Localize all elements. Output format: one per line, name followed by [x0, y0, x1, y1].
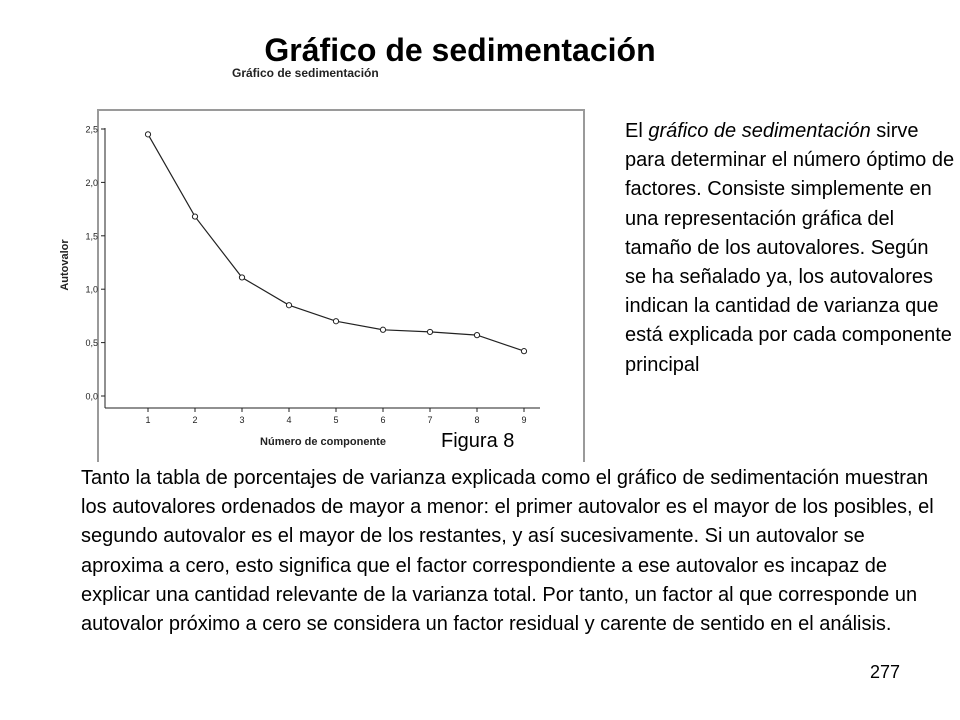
x-tick-label: 8 [474, 415, 480, 425]
x-tick-label: 5 [333, 415, 339, 425]
y-tick-label: 2,5 [85, 124, 98, 135]
figure-caption: Figura 8 [441, 430, 515, 452]
x-tick-label: 2 [192, 415, 198, 425]
data-point [239, 275, 244, 280]
y-tick-label: 1,5 [85, 231, 98, 242]
side-text-rest: sirve para determinar el número óptimo de factores. Consiste simplemente en una representación gráfica del tamaño de los autovalores. Según se ha señalado ya, los autovalores indican la cantidad de varianza que está explicada por cada componente principal [625, 120, 955, 376]
y-axis-label: Autovalor [59, 239, 71, 291]
x-tick-label: 9 [521, 415, 527, 425]
data-point [380, 327, 385, 332]
scree-plot-svg [40, 62, 590, 462]
body-paragraph: Tanto la tabla de porcentajes de varianza explicada como el gráfico de sedimentación muestran los autovalores ordenados de mayor a menor: el primer autovalor es el mayor de los posibles, el segundo autovalor es el mayor de los restantes, y así sucesivamente. Si un autovalor se aproxima a cero, esto significa que el factor correspondiente a ese autovalor es incapaz de explicar una cantidad relevante de la varianza total. Por tanto, un factor al que corresponde un autovalor próximo a cero se considera un factor residual y carente de sentido en el análisis. [81, 467, 934, 636]
side-text-emphasis: gráfico de sedimentación [648, 120, 871, 142]
side-description [625, 117, 955, 380]
data-point [145, 132, 150, 137]
y-tick-label: 0,0 [85, 391, 98, 402]
slide-title: Gráfico de sedimentación [264, 32, 656, 68]
x-tick-label: 7 [427, 415, 433, 425]
side-text-start: El [625, 120, 649, 142]
data-point [333, 319, 338, 324]
x-axis-label: Número de componente [260, 436, 386, 448]
data-point [427, 329, 432, 334]
chart-title: Gráfico de sedimentación [232, 66, 379, 80]
plot-frame [98, 110, 584, 462]
data-point [474, 333, 479, 338]
x-tick-label: 6 [380, 415, 386, 425]
x-tick-label: 3 [239, 415, 245, 425]
page-number: 277 [870, 662, 901, 682]
data-point [521, 349, 526, 354]
y-tick-label: 2,0 [85, 177, 98, 188]
data-point [192, 214, 197, 219]
data-point [286, 303, 291, 308]
y-tick-label: 1,0 [85, 284, 98, 295]
x-tick-label: 1 [145, 415, 151, 425]
x-tick-label: 4 [286, 415, 292, 425]
y-tick-label: 0,5 [85, 338, 98, 349]
scree-plot [40, 62, 590, 462]
